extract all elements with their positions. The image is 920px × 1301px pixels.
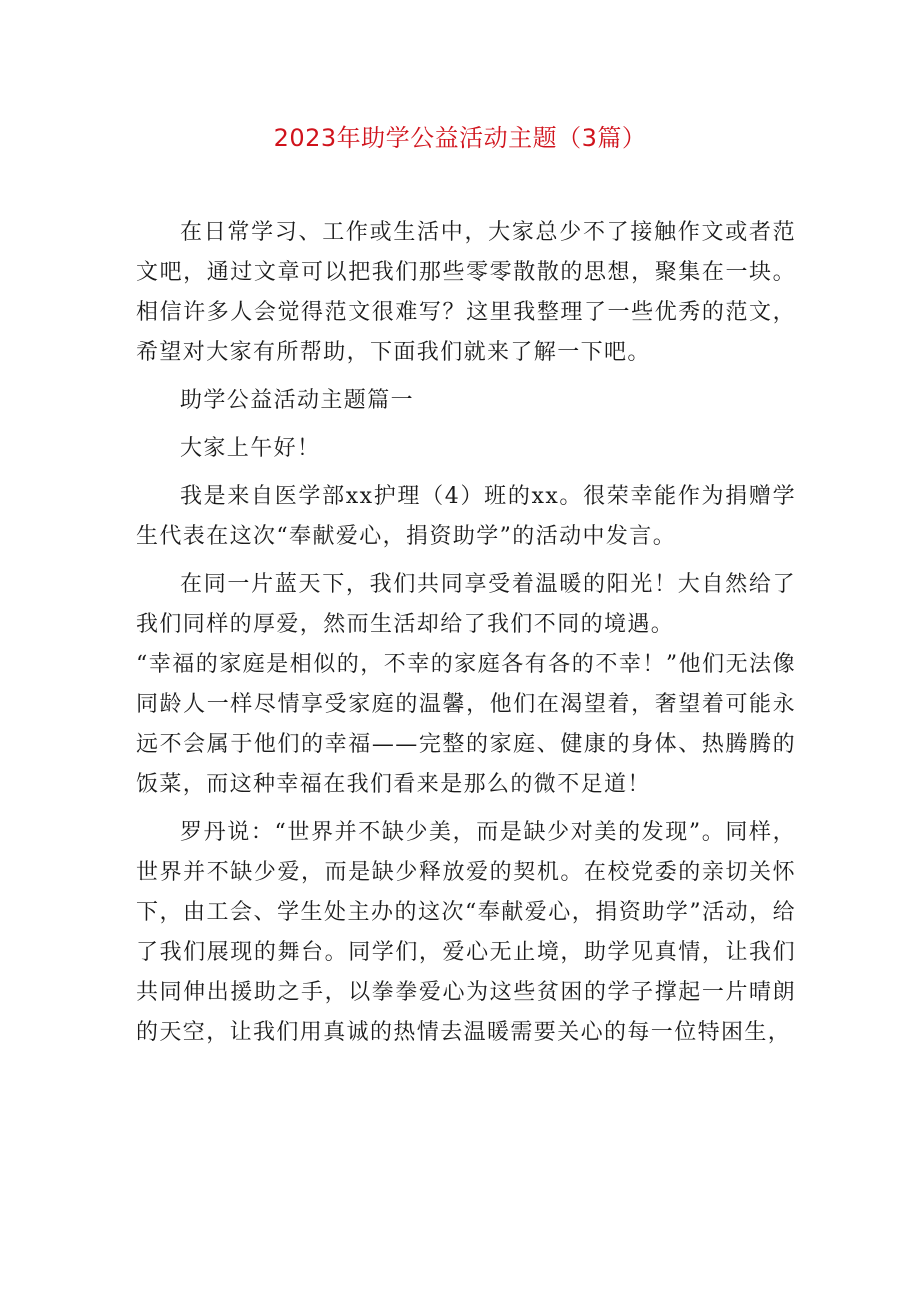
rodin-paragraph: 罗丹说：“世界并不缺少美，而是缺少对美的发现”。同样，世界并不缺少爱，而是缺少释放爱的契机。在校党委的亲切关怀下，由工会、学生处主办的这次“奉献爱心，捐资助学”活动，给了我们展现的舞台。同学们，爱心无止境，助学见真情，让我们共同伸出援助之手，以拳拳爱心为这些贫困的学子撑起一片晴朗的天空，让我们用真诚的热情去温暖需要关心的每一位特困生， (136, 820, 796, 1045)
sky-paragraph: 在同一片蓝天下，我们共同享受着温暖的阳光！大自然给了我们同样的厚爱，然而生活却给了我们不同的境遇。 (136, 572, 796, 637)
document-body (136, 213, 796, 1053)
section-heading: 助学公益活动主题篇一 (180, 388, 415, 413)
happiness-paragraph: “幸福的家庭是相似的，不幸的家庭各有各的不幸！”他们无法像同龄人一样尽情享受家庭的温馨，他们在渴望着，奢望着可能永远不会属于他们的幸福——完整的家庭、健康的身体、热腾腾的饭菜，而这种幸福在我们看来是那么的微不足道！ (136, 652, 796, 797)
document-title: 2023年助学公益活动主题（3篇） (273, 124, 647, 152)
intro-paragraph: 在日常学习、工作或生活中，大家总少不了接触作文或者范文吧，通过文章可以把我们那些零零散散的思想，聚集在一块。相信许多人会觉得范文很难写？这里我整理了一些优秀的范文，希望对大家有所帮助，下面我们就来了解一下吧。 (136, 220, 796, 365)
greeting-paragraph: 大家上午好！ (180, 436, 321, 461)
speaker-intro-paragraph: 我是来自医学部xx护理（4）班的xx。很荣幸能作为捐赠学生代表在这次“奉献爱心，捐资助学”的活动中发言。 (136, 484, 796, 549)
